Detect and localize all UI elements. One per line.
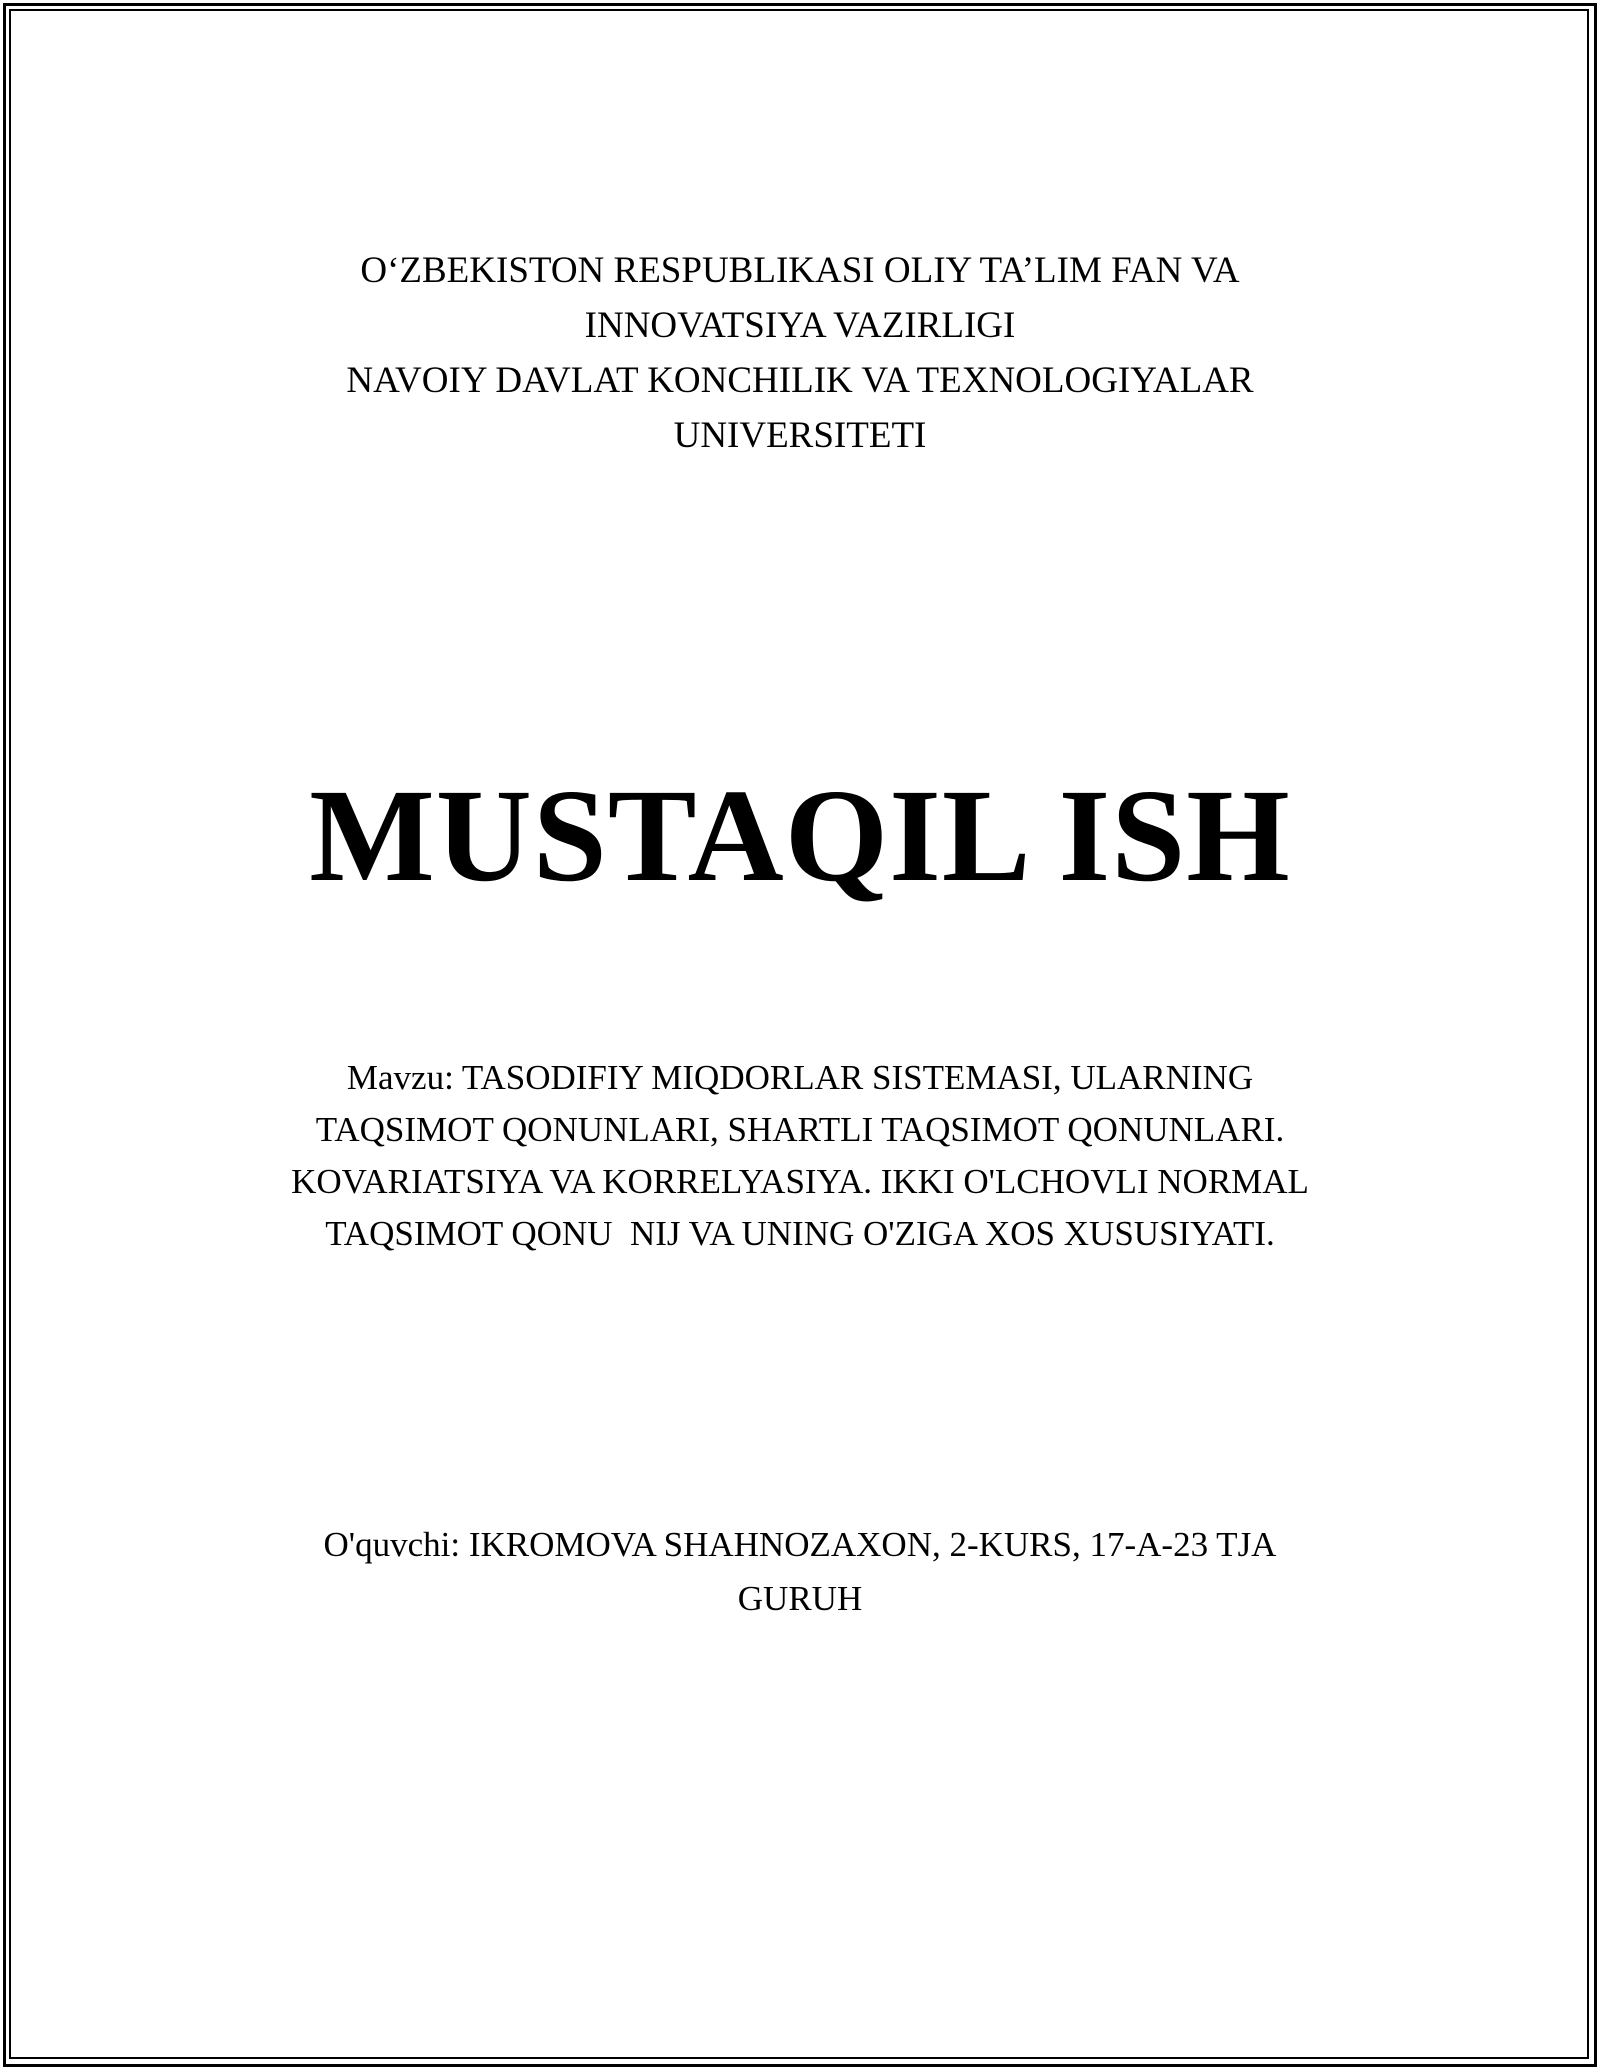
document-title: MUSTAQIL ISH [309, 761, 1291, 909]
topic-line: TAQSIMOT QONU NIJ VA UNING O'ZIGA XOS XUSUSIYATI. [325, 1214, 1275, 1253]
institution-line: O‘ZBEKISTON RESPUBLIKASI OLIY TA’LIM FAN VA [360, 250, 1240, 291]
topic-line: KOVARIATSIYA VA KORRELYASIYA. IKKI O'LCHOVLI NORMAL [291, 1162, 1309, 1201]
institution-header [150, 243, 1450, 463]
student-line: O'quvchi: IKROMOVA SHAHNOZAXON, 2-KURS, 17-A-23 TJA [323, 1525, 1277, 1564]
topic-block [150, 1052, 1450, 1260]
student-line: GURUH [737, 1579, 863, 1618]
institution-line: INNOVATSIYA VAZIRLIGI [584, 305, 1016, 346]
institution-line: NAVOIY DAVLAT KONCHILIK VA TEXNOLOGIYALAR [346, 360, 1254, 401]
topic-line: TAQSIMOT QONUNLARI, SHARTLI TAQSIMOT QONUNLARI. [315, 1110, 1285, 1149]
institution-line: UNIVERSITETI [673, 415, 927, 456]
student-block [150, 1518, 1450, 1626]
topic-line: Mavzu: TASODIFIY MIQDORLAR SISTEMASI, ULARNING [346, 1058, 1254, 1097]
